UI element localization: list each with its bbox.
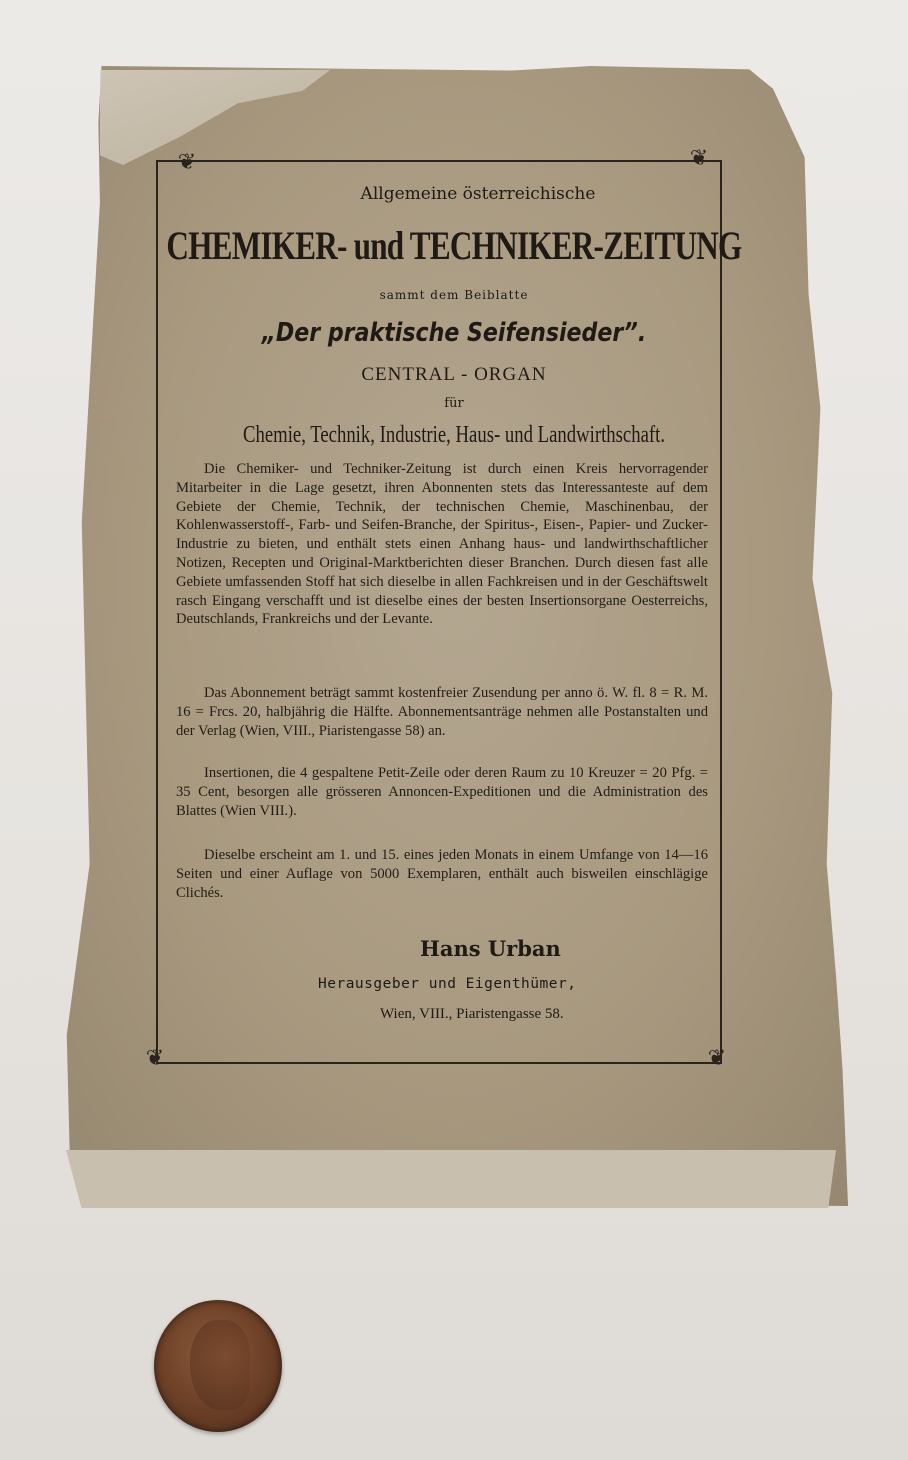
fuer-label: für	[444, 396, 464, 411]
corner-ornament-icon: ❦	[689, 146, 709, 171]
newspaper-title: CHEMIKER- und TECHNIKER-ZEITUNG	[166, 223, 742, 268]
corner-ornament-icon: ❦	[145, 1046, 165, 1071]
header-line: Allgemeine österreichische	[360, 184, 596, 204]
paragraph-subscription: Das Abonnement beträgt sammt kostenfreier Zusendung per anno ö. W. fl. 8 = R. M. 16 = Frcs. 20, halbjährig die Hälfte. Abonnementsanträge nehmen alle Postanstalten und der Verlag (Wien, VIII., Piaristengasse 58) an.	[176, 685, 708, 739]
corner-ornament-icon: ❦	[707, 1046, 727, 1071]
publisher-role: Herausgeber und Eigenthümer,	[318, 976, 577, 992]
organ-label: CENTRAL - ORGAN	[361, 364, 547, 385]
fields-line: Chemie, Technik, Industrie, Haus- und Landwirthschaft.	[242, 422, 666, 448]
paper-underlayer	[66, 1150, 836, 1208]
coin-portrait	[190, 1320, 250, 1410]
publisher-name: Hans Urban	[420, 936, 561, 961]
corner-ornament-icon: ❦	[177, 150, 197, 175]
header-subline: sammt dem Beiblatte	[379, 288, 529, 302]
publisher-address: Wien, VIII., Piaristengasse 58.	[380, 1006, 564, 1022]
paragraph-publication: Dieselbe erscheint am 1. und 15. eines jeden Monats in einem Umfange von 14—16 Seiten und einer Auflage von 5000 Exemplaren, enthält auch bisweilen einschlägige Clichés.	[176, 847, 708, 901]
paragraph-insertions: Insertionen, die 4 gespaltene Petit-Zeile oder deren Raum zu 10 Kreuzer = 20 Pfg. = 35 Cent, besorgen alle grösseren Annoncen-Expeditionen und die Administration des Blattes (Wien VIII.).	[176, 765, 708, 819]
supplement-title: „Der praktische Seifensieder”.	[261, 318, 647, 348]
paragraph-intro: Die Chemiker- und Techniker-Zeitung ist durch einen Kreis hervorragender Mitarbeiter in die Lage gesetzt, ihren Abonnenten stets das Interessanteste auf dem Gebiete der Chemie, Technik, der technischen Chemie, Maschinenbau, der Kohlenwasserstoff-, Farb- und Seifen-Branche, der Spiritus-, Eisen-, Papier- und Zucker-Industrie zu bieten, und enthält stets einen Anhang haus- und landwirthschaftlicher Notizen, Recepten und Original-Marktberichten dieser Branchen. Durch diesen fast alle Gebiete umfassenden Stoff hat sich dieselbe in allen Fachkreisen und in der Geschäftswelt rasch Eingang verschafft und ist dieselbe eines der besten Insertionsorgane Oesterreichs, Deutschlands, Frankreichs und der Levante.	[176, 461, 708, 628]
